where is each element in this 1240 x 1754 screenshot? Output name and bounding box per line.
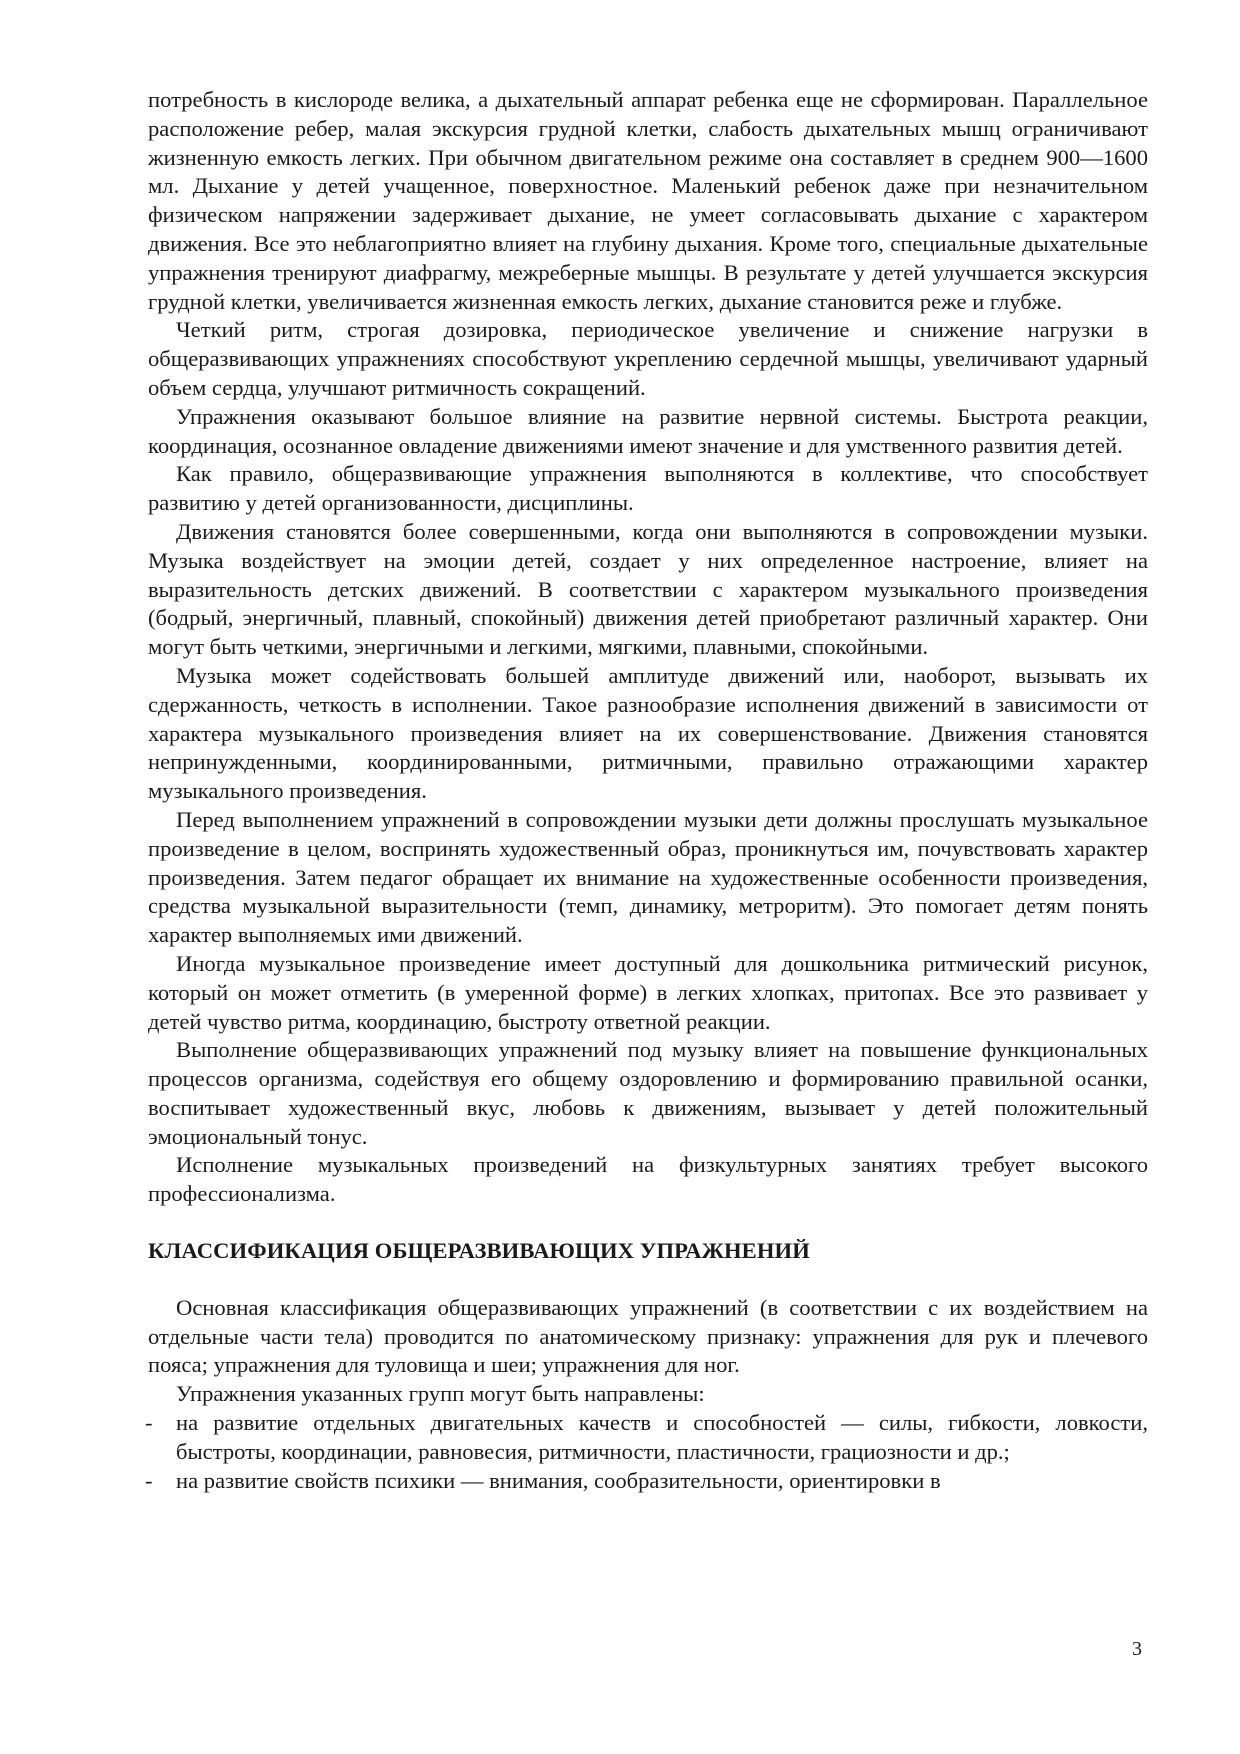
list-item-text: на развитие отдельных двигательных качеств и способностей — силы, гибкости, ловкости, быстроты, координации, равновесия, ритмичности, пластичности, грациозности и др.; xyxy=(176,1410,1148,1464)
list-item xyxy=(145,1409,1148,1467)
paragraph: Исполнение музыкальных произведений на физкультурных занятиях требует высокого профессионализма. xyxy=(148,1152,1148,1207)
paragraph: Четкий ритм, строгая дозировка, периодическое увеличение и снижение нагрузки в общеразвивающих упражнениях способствуют укреплению сердечной мышцы, увеличивают ударный объем сердца, улучшают ритмичность сокращений. xyxy=(148,317,1148,400)
list-item-text: на развитие свойств психики — внимания, сообразительности, ориентировки в xyxy=(176,1467,941,1493)
paragraph: Упражнения указанных групп могут быть направлены: xyxy=(176,1381,705,1407)
paragraph: Выполнение общеразвивающих упражнений под музыку влияет на повышение функциональных процессов организма, содействуя его общему оздоровлению и формированию правильной осанки, воспитывает художественный вкус, любовь к движениям, вызывает у детей положительный эмоциональный тонус. xyxy=(148,1037,1148,1149)
paragraph: Как правило, общеразвивающие упражнения выполняются в коллективе, что способствует развитию у детей организованности, дисциплины. xyxy=(148,461,1148,516)
list-item xyxy=(145,1467,1148,1496)
paragraph: Музыка может содействовать большей амплитуде движений или, наоборот, вызывать их сдержанность, четкость в исполнении. Такое разнообразие исполнения движений в зависимости от характера музыкального произведения влияет на их совершенствование. Движения становятся непринужденными, координированными, ритмичными, правильно отражающими характер музыкального произведения. xyxy=(148,662,1148,804)
section-heading: КЛАССИФИКАЦИЯ ОБЩЕРАЗВИВАЮЩИХ УПРАЖНЕНИЙ xyxy=(148,1238,810,1264)
page-number: 3 xyxy=(1132,1638,1142,1660)
exercise-direction-list xyxy=(145,1409,1148,1495)
list-marker: - xyxy=(145,1410,153,1436)
list-marker: - xyxy=(145,1467,153,1493)
paragraph: Основная классификация общеразвивающих упражнений (в соответствии с их воздействием на отдельные части тела) проводится по анатомическому признаку: упражнения для рук и плечевого пояса; упражнения для туловища и шеи; упражнения для ног. xyxy=(148,1294,1148,1378)
document-page xyxy=(145,86,1148,1495)
paragraph: потребность в кислороде велика, а дыхательный аппарат ребенка еще не сформирован. Параллельное расположение ребер, малая экскурсия грудной клетки, слабость дыхательных мышц ограничивают жизненную емкость легких. При обычном двигательном режиме она составляет в среднем 900—1600 мл. Дыхание у детей учащенное, поверхностное. Маленький ребенок даже при незначительном физическом напряжении задерживает дыхание, не умеет согласовывать дыхание с характером движения. Все это неблагоприятно влияет на глубину дыхания. Кроме того, специальные дыхательные упражнения тренируют диафрагму, межреберные мышцы. В результате у детей улучшается экскурсия грудной клетки, увеличивается жизненная емкость легких, дыхание становится реже и глубже. xyxy=(148,87,1148,314)
paragraph: Упражнения оказывают большое влияние на развитие нервной системы. Быстрота реакции, координация, осознанное овладение движениями имеют значение и для умственного развития детей. xyxy=(148,403,1148,458)
paragraph: Перед выполнением упражнений в сопровождении музыки дети должны прослушать музыкальное произведение в целом, воспринять художественный образ, проникнуться им, почувствовать характер произведения. Затем педагог обращает их внимание на художественные особенности произведения, средства музыкальной выразительности (темп, динамику, метроритм). Это помогает детям понять характер выполняемых ими движений. xyxy=(148,806,1148,948)
paragraph: Движения становятся более совершенными, когда они выполняются в сопровождении музыки. Музыка воздействует на эмоции детей, создает у них определенное настроение, влияет на выразительность детских движений. В соответствии с характером музыкального произведения (бодрый, энергичный, плавный, спокойный) движения детей приобретают различный характер. Они могут быть четкими, энергичными и легкими, мягкими, плавными, спокойными. xyxy=(148,518,1148,660)
paragraph: Иногда музыкальное произведение имеет доступный для дошкольника ритмический рисунок, который он может отметить (в умеренной форме) в легких хлопках, притопах. Все это развивает у детей чувство ритма, координацию, быстроту ответной реакции. xyxy=(148,950,1148,1034)
